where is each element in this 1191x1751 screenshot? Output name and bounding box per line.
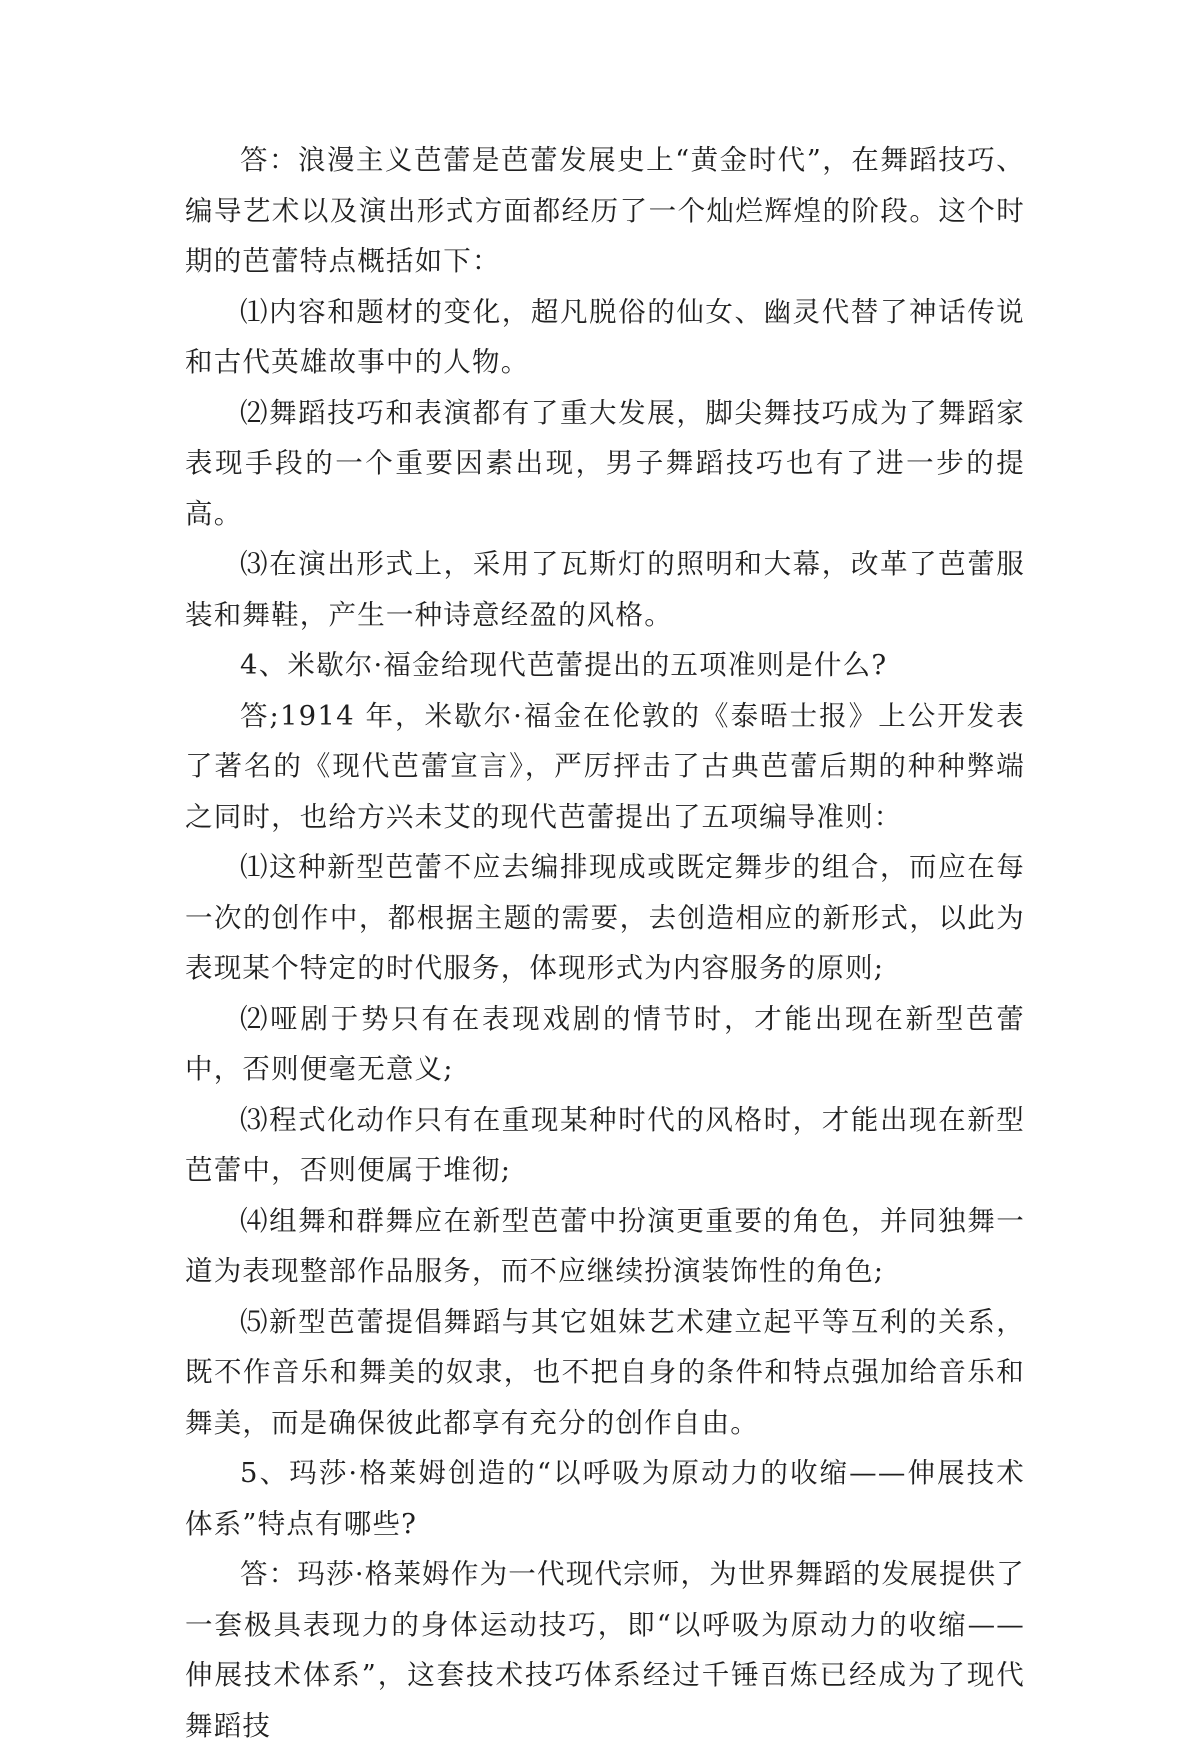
paragraph-point-3-staging: ⑶在演出形式上，采用了瓦斯灯的照明和大幕，改革了芭蕾服装和舞鞋，产生一种诗意经盈的风格。	[185, 548, 1025, 631]
paragraph-fokine-answer: 答;1914 年，米歇尔·福金在伦敦的《泰晤士报》上公开发表了著名的《现代芭蕾宣言》，严厉抨击了古典芭蕾后期的种种弊端之同时，也给方兴未艾的现代芭蕾提出了五项编导准则：	[185, 699, 1025, 833]
paragraph-fokine-rule-5: ⑸新型芭蕾提倡舞蹈与其它姐妹艺术建立起平等互利的关系，既不作音乐和舞美的奴隶，也不把自身的条件和特点强加给音乐和舞美，而是确保彼此都享有充分的创作自由。	[185, 1305, 1025, 1439]
paragraph-point-1-content: ⑴内容和题材的变化，超凡脱俗的仙女、幽灵代替了神话传说和古代英雄故事中的人物。	[185, 295, 1025, 378]
paragraph-fokine-rule-4: ⑷组舞和群舞应在新型芭蕾中扮演更重要的角色，并同独舞一道为表现整部作品服务，而不应继续扮演装饰性的角色;	[185, 1204, 1025, 1287]
paragraph-point-2-technique: ⑵舞蹈技巧和表演都有了重大发展，脚尖舞技巧成为了舞蹈家表现手段的一个重要因素出现，男子舞蹈技巧也有了进一步的提高。	[185, 396, 1025, 530]
paragraph-fokine-rule-1: ⑴这种新型芭蕾不应去编排现成或既定舞步的组合，而应在每一次的创作中，都根据主题的需要，去创造相应的新形式，以此为表现某个特定的时代服务，体现形式为内容服务的原则;	[185, 851, 1025, 984]
paragraph-romantic-ballet-answer: 答：浪漫主义芭蕾是芭蕾发展史上“黄金时代”，在舞蹈技巧、编导艺术以及演出形式方面都经历了一个灿烂辉煌的阶段。这个时期的芭蕾特点概括如下：	[185, 144, 1025, 277]
document-body	[185, 135, 1025, 1751]
question-4-heading: 4、米歇尔·福金给现代芭蕾提出的五项准则是什么?	[240, 649, 888, 681]
paragraph-fokine-rule-3: ⑶程式化动作只有在重现某种时代的风格时，才能出现在新型芭蕾中，否则便属于堆彻;	[185, 1103, 1025, 1186]
paragraph-fokine-rule-2: ⑵哑剧于势只有在表现戏剧的情节时，才能出现在新型芭蕾中，否则便毫无意义;	[185, 1002, 1025, 1085]
question-5-heading: 5、玛莎·格莱姆创造的“以呼吸为原动力的收缩——伸展技术体系”特点有哪些?	[185, 1457, 1025, 1540]
paragraph-graham-answer: 答：玛莎·格莱姆作为一代现代宗师，为世界舞蹈的发展提供了一套极具表现力的身体运动技巧，即“以呼吸为原动力的收缩——伸展技术体系”，这套技术技巧体系经过千锤百炼已经成为了现代舞蹈技	[185, 1558, 1025, 1742]
